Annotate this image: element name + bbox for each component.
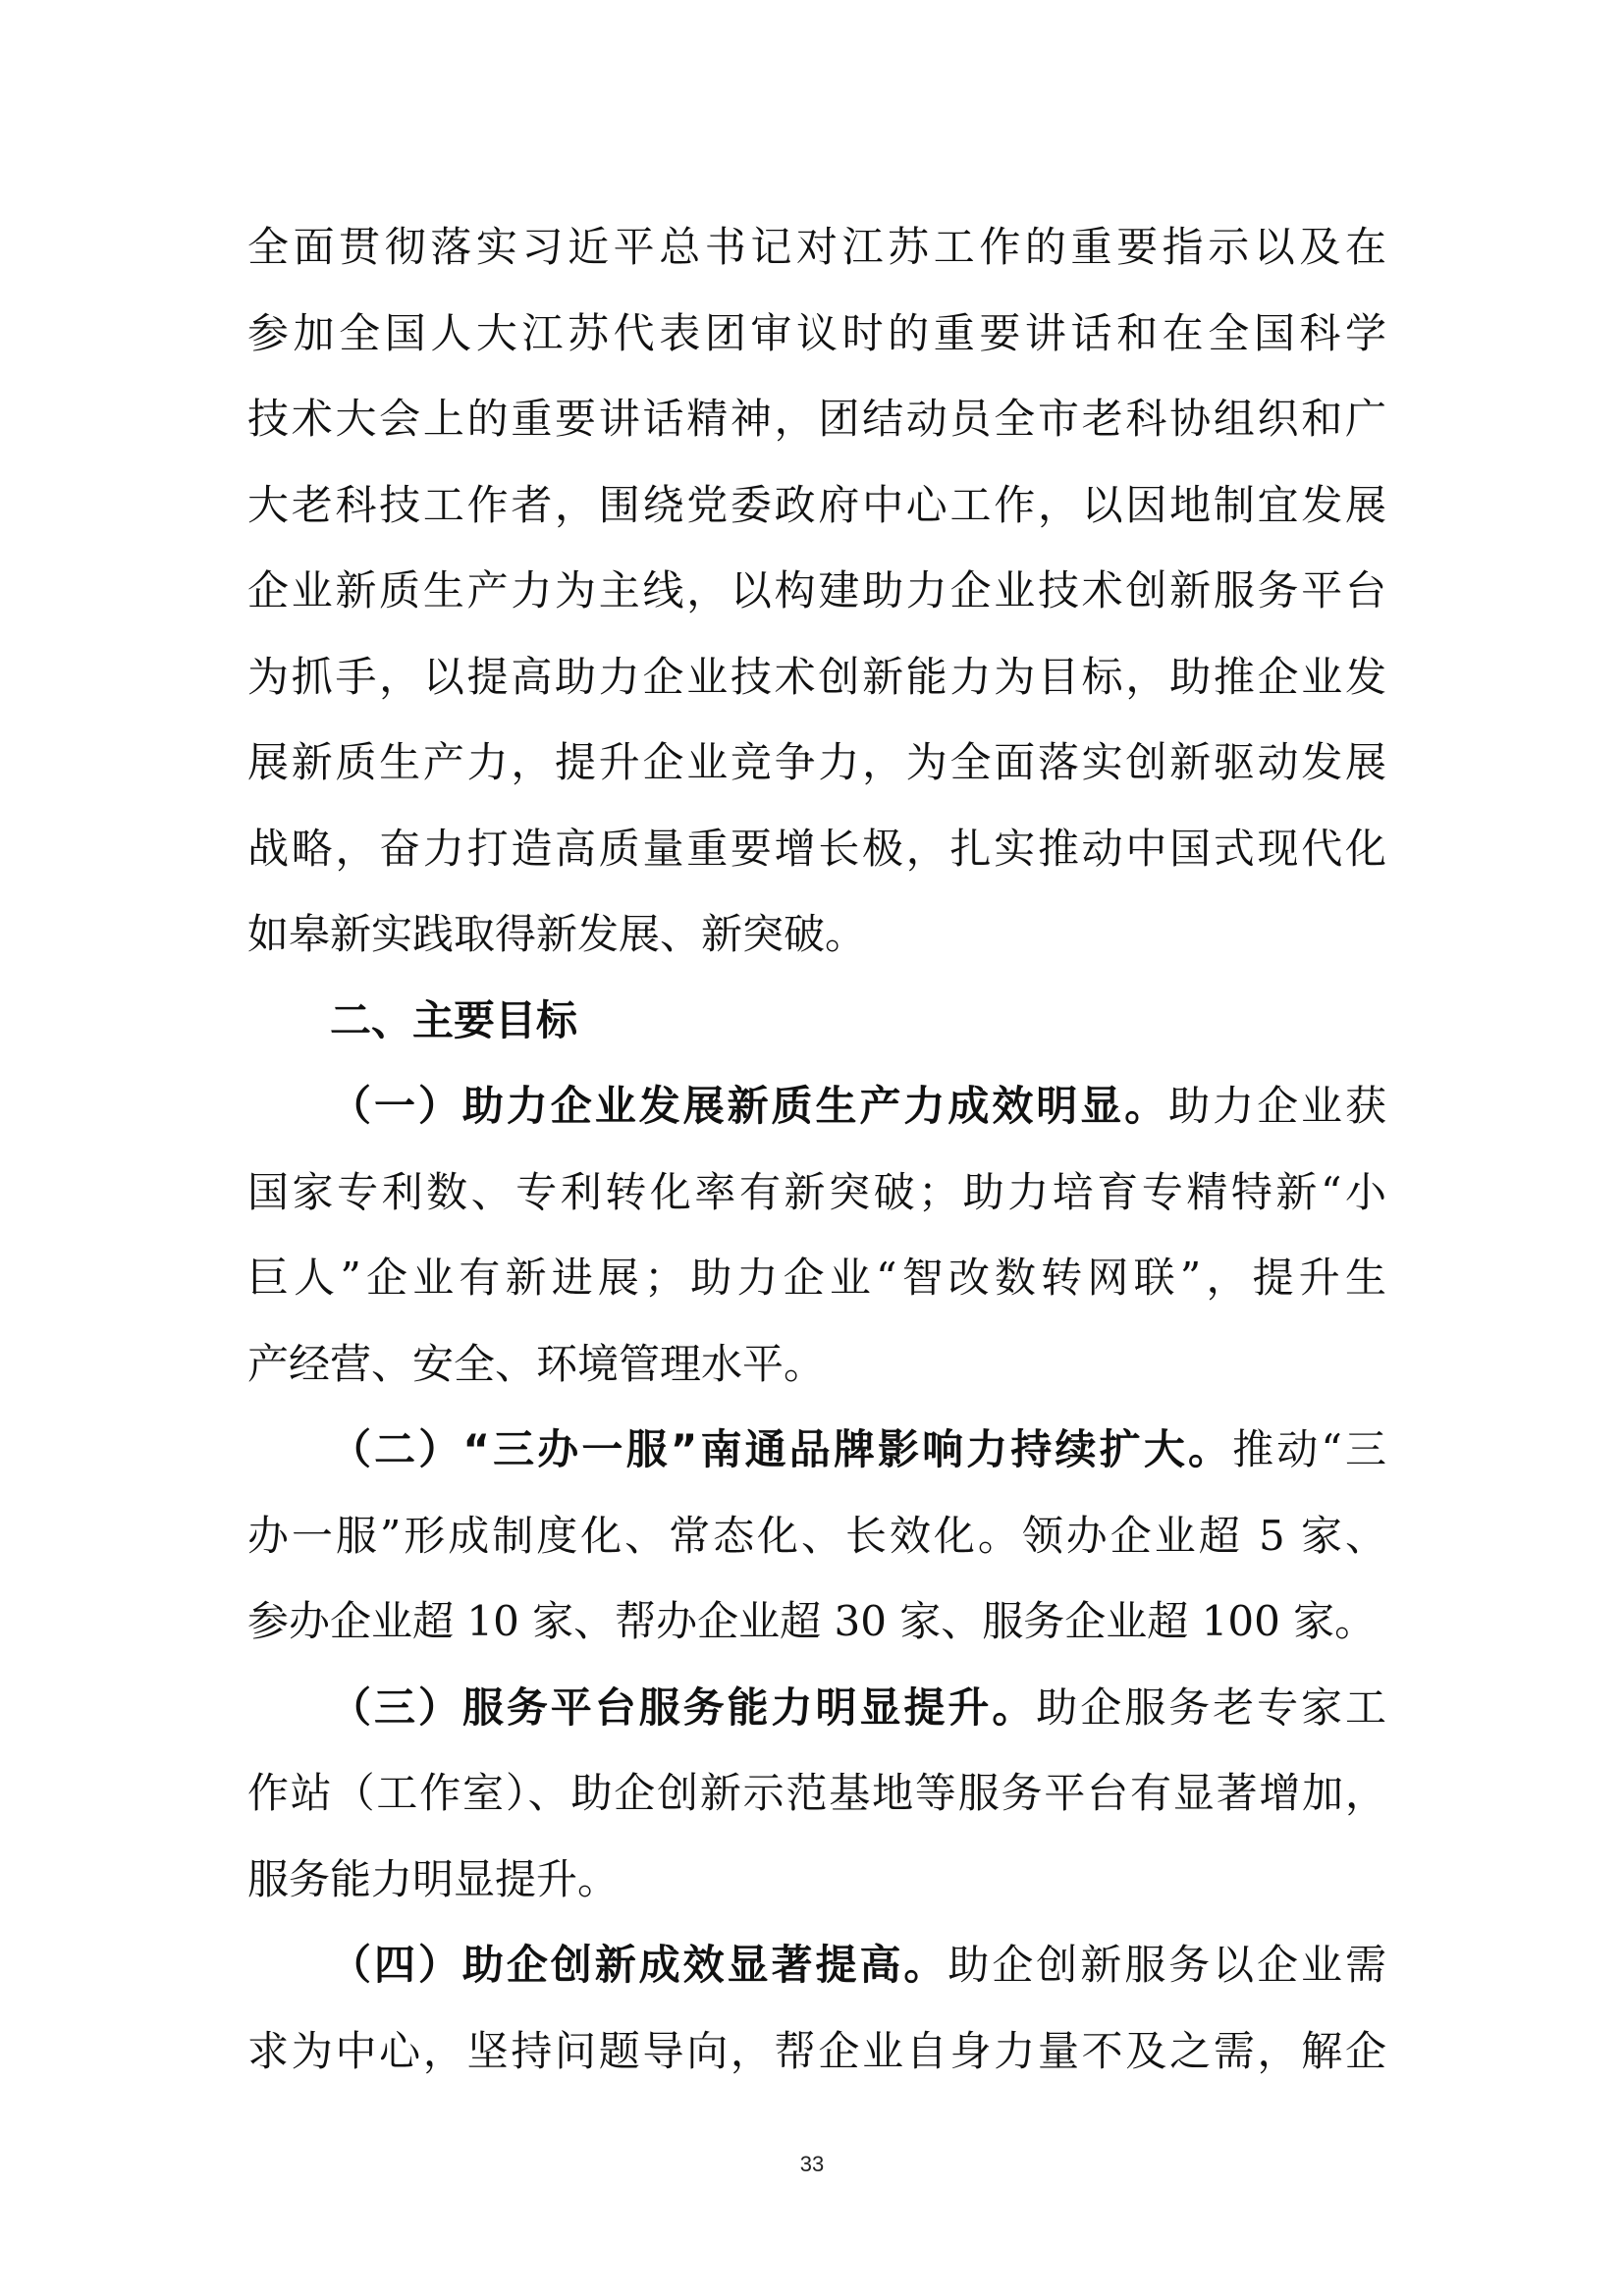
item-text: 推动“三	[1232, 1425, 1386, 1473]
paragraph-line: 产经营、安全、环境管理水平。	[247, 1339, 826, 1388]
paragraph-line: 作站（工作室）、助企创新示范基地等服务平台有显著增加，	[247, 1769, 1386, 1817]
document-body	[247, 204, 1386, 2094]
item-title: （四）助企创新成效显著提高。	[330, 1941, 948, 1989]
item-title: （二）“三办一服”南通品牌影响力持续扩大。	[330, 1425, 1233, 1473]
item-title: （三）服务平台服务能力明显提升。	[330, 1682, 1037, 1732]
paragraph-line: 参加全国人大江苏代表团审议时的重要讲话和在全国科学	[247, 308, 1386, 357]
page-number: 33	[799, 2152, 825, 2176]
paragraph-line: 展新质生产力，提升企业竞争力，为全面落实创新驱动发展	[247, 738, 1386, 786]
paragraph-line: 大老科技工作者，围绕党委政府中心工作，以因地制宜发展	[247, 480, 1386, 529]
paragraph-line: 为抓手，以提高助力企业技术创新能力为目标，助推企业发	[247, 652, 1386, 701]
item-first-line	[247, 1922, 1386, 2008]
paragraph-line: 办一服”形成制度化、常态化、长效化。领办企业超 5 家、	[247, 1511, 1386, 1560]
paragraph-line: 全面贯彻落实习近平总书记对江苏工作的重要指示以及在	[247, 223, 1386, 271]
paragraph-line: 如皋新实践取得新发展、新突破。	[247, 910, 867, 958]
section-heading: 二、主要目标	[330, 995, 578, 1044]
item-first-line	[247, 1407, 1386, 1493]
paragraph-line: 企业新质生产力为主线，以构建助力企业技术创新服务平台	[247, 566, 1386, 614]
item-text: 助企创新服务以企业需	[947, 1941, 1386, 1989]
paragraph-line: 国家专利数、专利转化率有新突破；助力培育专精特新“小	[247, 1167, 1386, 1216]
item-first-line	[247, 1665, 1386, 1751]
item-first-line	[247, 1063, 1386, 1149]
paragraph-line: 战略，奋力打造高质量重要增长极，扎实推动中国式现代化	[247, 824, 1386, 873]
item-title: （一）助力企业发展新质生产力成效明显。	[330, 1082, 1169, 1130]
paragraph-line: 求为中心，坚持问题导向，帮企业自身力量不及之需，解企	[247, 2026, 1386, 2075]
item-text: 助力企业获	[1168, 1082, 1386, 1130]
item-text: 助企服务老专家工	[1036, 1682, 1386, 1732]
paragraph-line: 服务能力明显提升。	[247, 1854, 620, 1903]
paragraph-line: 巨人”企业有新进展；助力企业“智改数转网联”，提升生	[247, 1254, 1386, 1302]
paragraph-line: 技术大会上的重要讲话精神，团结动员全市老科协组织和广	[247, 395, 1386, 443]
paragraph-line: 参办企业超 10 家、帮办企业超 30 家、服务企业超 100 家。	[247, 1597, 1377, 1645]
